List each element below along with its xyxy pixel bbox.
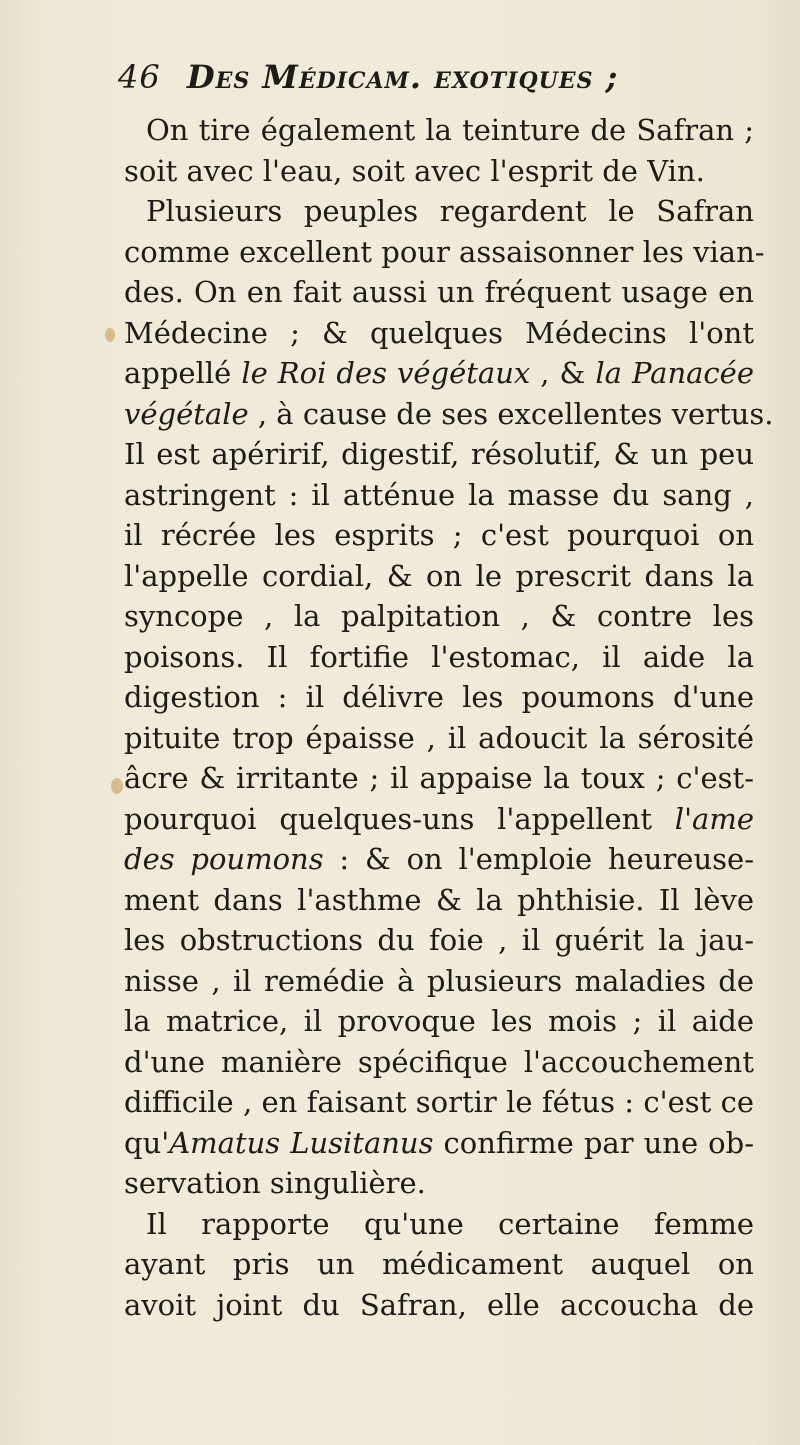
line-text: : & on l'emploie heureuse-: [323, 842, 754, 876]
italic-text: des poumons: [124, 842, 324, 876]
line-text: , &: [530, 356, 596, 390]
line-text: pituite trop épaisse , il adoucit la sérosité: [124, 720, 754, 755]
text-line: [124, 110, 754, 151]
text-line: [124, 799, 754, 840]
line-text: Il est apéririf, digestif, résolutif, & un peu: [124, 437, 754, 471]
running-title: Des Médicam. exotiques ;: [186, 58, 619, 96]
line-text: la matrice, il provoque les mois ; il aide: [124, 1004, 754, 1038]
body-text: [124, 110, 774, 1325]
page-number: 46: [118, 58, 161, 96]
line-text: astringent : il atténue la masse du sang ,: [124, 477, 754, 512]
line-text: l'appelle cordial, & on le prescrit dans la: [124, 558, 754, 593]
line-text: difficile , en faisant sortir le fétus : c'est ce: [124, 1085, 754, 1119]
italic-text: Amatus Lusitanus: [169, 1125, 434, 1160]
text-line: [124, 191, 754, 232]
text-line: [124, 677, 754, 718]
line-text: avoit joint du Safran, elle accoucha de: [124, 1287, 754, 1322]
text-line: [124, 475, 754, 516]
text-line: [124, 232, 765, 273]
text-line: [124, 434, 754, 475]
text-line: [124, 1082, 754, 1123]
line-text: qu': [124, 1125, 170, 1160]
line-text: des. On en fait aussi un fréquent usage en: [124, 275, 754, 309]
page-stain: [105, 328, 115, 342]
italic-text: le Roi des végétaux: [241, 356, 531, 390]
text-line: [124, 515, 754, 556]
text-line: [124, 151, 754, 192]
italic-text: l'ame: [674, 801, 754, 836]
text-line: [124, 596, 754, 637]
line-text: il récrée les esprits ; c'est pourquoi on: [124, 518, 754, 552]
line-text: les obstructions du foie , il guérit la jau-: [124, 923, 754, 957]
text-line: [124, 839, 754, 880]
text-line: [124, 880, 754, 921]
page-stain: [111, 778, 123, 794]
line-text: , à cause de ses excellentes vertus.: [248, 396, 774, 431]
italic-text: végétale: [124, 396, 249, 431]
text-line: [124, 920, 754, 961]
line-text: digestion : il délivre les poumons d'une: [124, 680, 754, 714]
text-line: [124, 1042, 754, 1083]
text-line: [124, 637, 754, 678]
line-text: servation singulière.: [124, 1166, 426, 1200]
line-text: appellé: [124, 356, 242, 390]
line-text: confirme par une ob-: [433, 1125, 754, 1160]
text-line: [124, 1244, 754, 1285]
text-line: [124, 1285, 754, 1326]
running-header: [118, 58, 798, 108]
line-text: âcre & irritante ; il appaise la toux ; c'est-: [124, 761, 754, 795]
text-line: [124, 758, 754, 799]
line-text: poisons. Il fortifie l'estomac, il aide la: [124, 639, 754, 674]
line-text: Plusieurs peuples regardent le Safran: [146, 194, 754, 228]
line-text: pourquoi quelques-uns l'appellent: [124, 801, 675, 836]
text-line: [124, 1163, 754, 1204]
line-text: Médecine ; & quelques Médecins l'ont: [124, 315, 754, 350]
line-text: Il rapporte qu'une certaine femme: [146, 1206, 754, 1241]
text-line: [124, 313, 754, 354]
line-text: ment dans l'asthme & la phthisie. Il lève: [124, 882, 754, 917]
text-line: [124, 556, 754, 597]
line-text: soit avec l'eau, soit avec l'esprit de Vin.: [124, 153, 705, 188]
line-text: nisse , il remédie à plusieurs maladies de: [124, 963, 754, 998]
text-line: [124, 718, 754, 759]
text-line: [124, 1001, 754, 1042]
text-line: [124, 961, 754, 1002]
text-line: [124, 1204, 754, 1245]
line-text: syncope , la palpitation , & contre les: [124, 599, 754, 633]
line-text: d'une manière spécifique l'accouchement: [124, 1044, 754, 1079]
text-line: [124, 1123, 754, 1164]
text-line: [124, 394, 774, 435]
text-line: [124, 272, 754, 313]
line-text: comme excellent pour assaisonner les vian-: [124, 234, 765, 269]
italic-text: la Panacée: [595, 356, 754, 390]
line-text: On tire également la teinture de Safran ;: [146, 113, 754, 147]
line-text: ayant pris un médicament auquel on: [124, 1247, 754, 1281]
text-line: [124, 353, 754, 394]
